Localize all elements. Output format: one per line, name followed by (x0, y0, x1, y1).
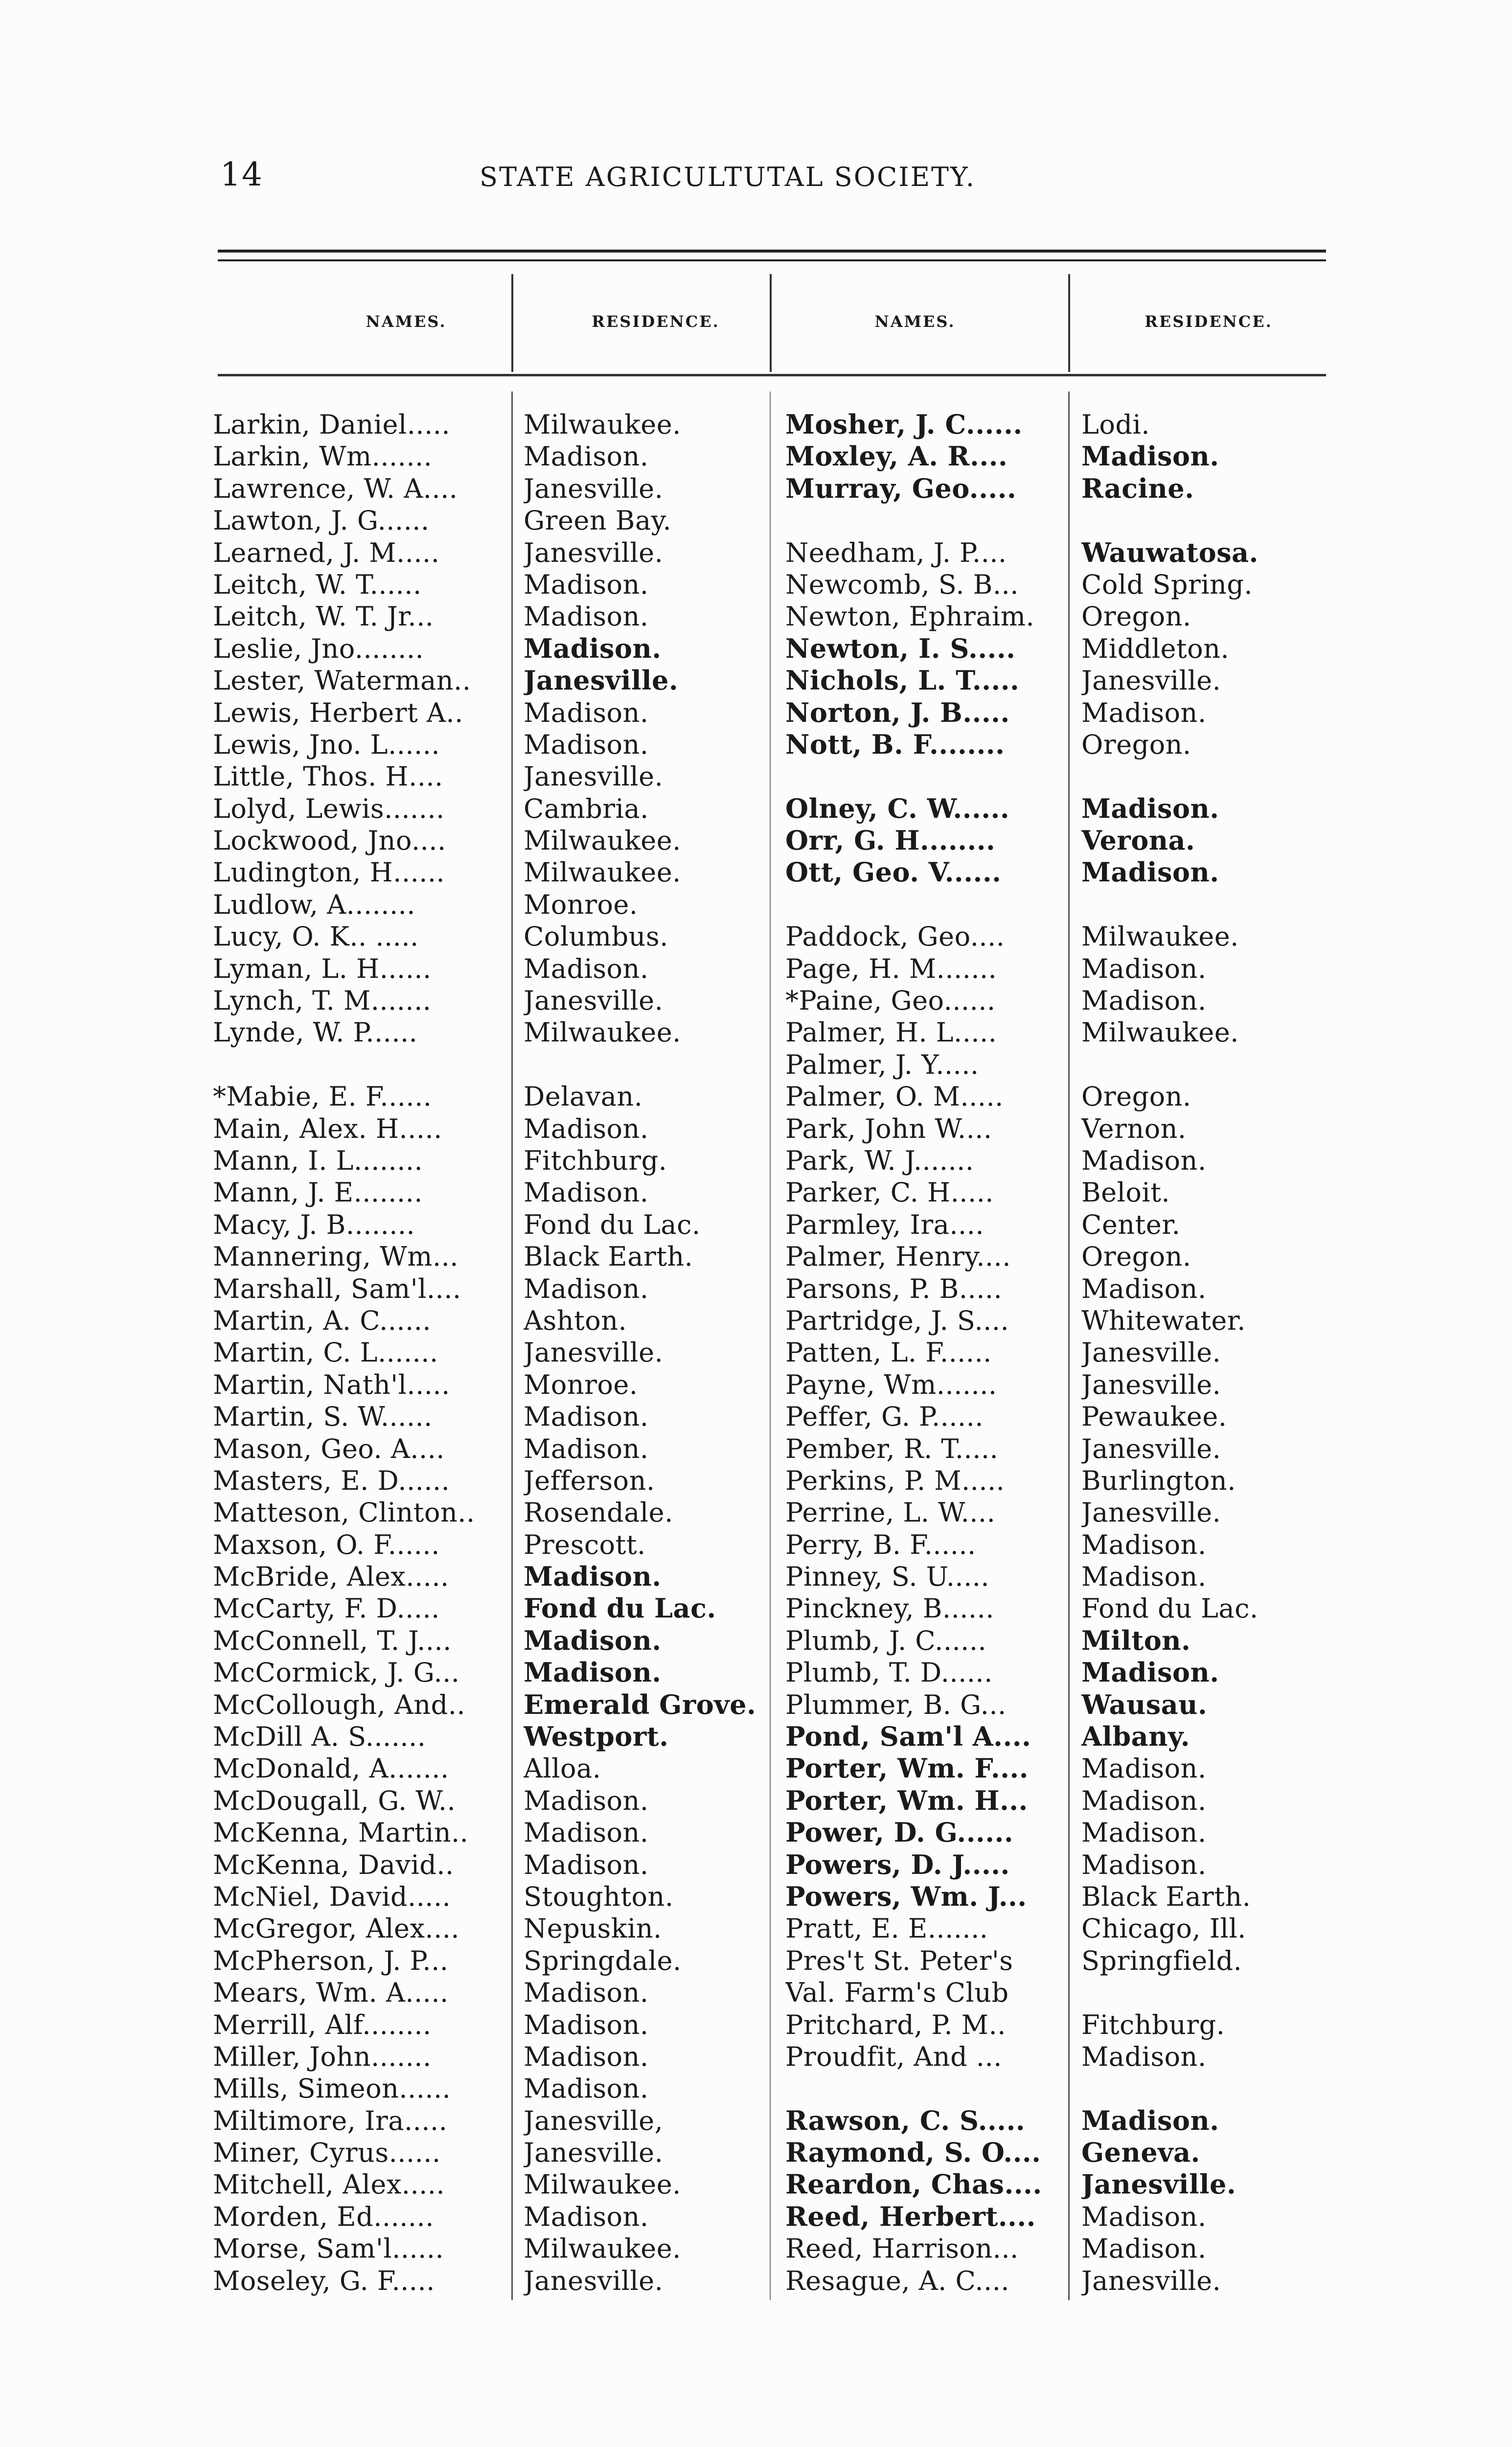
table-cell-name: McConnell, T. J.... (213, 1625, 452, 1656)
table-cell-residence: Janesville. (524, 665, 679, 696)
table-cell-residence: Janesville. (524, 2265, 664, 2296)
table-cell-name: Little, Thos. H.... (213, 761, 443, 792)
column-divider (511, 274, 513, 372)
table-cell-name: Lawrence, W. A.... (213, 473, 458, 504)
residence-column-right (1081, 409, 1336, 2297)
table-cell-residence: Madison. (524, 1113, 649, 1144)
table-cell-name: Parker, C. H..... (785, 1177, 994, 1208)
table-cell-name: McGregor, Alex.... (213, 1913, 460, 1944)
table-cell-name: McKenna, David.. (213, 1849, 454, 1880)
table-cell-residence: Madison. (524, 697, 649, 728)
table-cell-residence: Burlington. (1081, 1465, 1236, 1496)
table-cell-residence: Fitchburg. (524, 1145, 667, 1176)
names-column-right (785, 409, 1067, 2297)
table-cell-residence: Madison. (524, 2041, 649, 2072)
table-cell-residence: Madison. (524, 1624, 662, 1656)
table-cell-residence: Madison. (524, 1273, 649, 1304)
table-cell-name: Val. Farm's Club (785, 1977, 1009, 2008)
table-cell-name: Perkins, P. M..... (785, 1465, 1005, 1496)
table-cell-name: Macy, J. B........ (213, 1209, 415, 1240)
table-cell-name: McKenna, Martin.. (213, 1817, 469, 1848)
table-cell-residence: Madison. (524, 1977, 649, 2008)
table-cell-name: Powers, D. J..... (785, 1848, 1010, 1880)
table-cell-residence: Madison. (524, 2201, 649, 2232)
table-cell-name: Partridge, J. S.... (785, 1305, 1009, 1336)
table-cell-name: Pritchard, P. M.. (785, 2009, 1006, 2040)
table-cell-name: Morse, Sam'l...... (213, 2233, 444, 2264)
table-cell-name: Ludington, H...... (213, 857, 445, 888)
table-cell-residence: Fond du Lac. (1081, 1593, 1259, 1624)
table-cell-name: Masters, E. D...... (213, 1465, 450, 1496)
table-cell-residence: Madison. (1081, 1529, 1207, 1560)
table-cell-name: Pember, R. T..... (785, 1433, 999, 1464)
table-cell-name: McCollough, And.. (213, 1689, 466, 1720)
table-cell-residence: Madison. (524, 729, 649, 760)
header-rule-bottom (218, 259, 1326, 261)
table-cell-name: Norton, J. B..... (785, 696, 1010, 728)
names-column-left (213, 409, 506, 2297)
table-cell-residence: Wauwatosa. (1081, 536, 1259, 568)
column-header-names-right: NAMES. (874, 312, 956, 331)
table-cell-residence: Madison. (1081, 985, 1207, 1016)
table-cell-residence: Madison. (1081, 1753, 1207, 1784)
table-cell-residence: Fond du Lac. (524, 1209, 701, 1240)
column-header-rule (218, 374, 1326, 376)
table-cell-name: Perrine, L. W.... (785, 1497, 996, 1528)
table-cell-residence: Milwaukee. (524, 1017, 681, 1048)
table-cell-residence: Milwaukee. (524, 2233, 681, 2264)
table-cell-name: McPherson, J. P... (213, 1945, 449, 1976)
table-cell-residence: Madison. (1081, 2041, 1207, 2072)
table-cell-residence: Geneva. (1081, 2137, 1200, 2169)
table-cell-name: Moxley, A. R.... (785, 440, 1008, 472)
table-cell-residence: Milwaukee. (524, 857, 681, 888)
table-cell-residence: Madison. (1081, 1657, 1219, 1688)
table-cell-name: Miner, Cyrus...... (213, 2137, 441, 2169)
table-cell-residence: Chicago, Ill. (1081, 1913, 1246, 1944)
table-cell-residence: Madison. (1081, 1561, 1207, 1593)
column-header-residence-right: RESIDENCE. (1145, 312, 1273, 331)
table-cell-name: Nott, B. F........ (785, 728, 1005, 760)
table-cell-name: Leslie, Jno........ (213, 633, 424, 664)
table-cell-name: Proudfit, And ... (785, 2041, 1002, 2072)
table-cell-name: Nichols, L. T..... (785, 665, 1020, 696)
table-cell-name (785, 889, 1067, 921)
table-cell-name: Payne, Wm....... (785, 1369, 997, 1400)
table-cell-name: Rawson, C. S..... (785, 2104, 1026, 2136)
table-cell-residence (1081, 1977, 1336, 2008)
table-cell-residence: Nepuskin. (524, 1913, 662, 1944)
table-cell-name: Lyman, L. H...... (213, 953, 432, 984)
table-cell-residence: Janesville. (524, 2137, 664, 2169)
table-cell-residence: Lodi. (1081, 409, 1150, 440)
table-cell-name: Ott, Geo. V...... (785, 856, 1002, 888)
table-cell-residence: Cambria. (524, 793, 649, 824)
table-cell-residence: Madison. (524, 1433, 649, 1464)
table-cell-name: Martin, C. L....... (213, 1337, 438, 1368)
table-cell-residence (1081, 889, 1336, 921)
table-cell-name: *Mabie, E. F...... (213, 1081, 432, 1112)
table-cell-residence: Milwaukee. (1081, 1017, 1239, 1048)
table-cell-residence: Madison. (1081, 1145, 1207, 1176)
table-cell-residence: Janesville. (524, 473, 664, 504)
table-cell-name: Mason, Geo. A.... (213, 1433, 445, 1464)
table-cell-name: McNiel, David..... (213, 1881, 451, 1912)
table-cell-name: Mannering, Wm... (213, 1241, 458, 1272)
table-cell-residence: Janesville. (1081, 1337, 1221, 1368)
table-cell-residence: Middleton. (1081, 633, 1230, 664)
table-cell-name: Mosher, J. C...... (785, 409, 1023, 440)
table-cell-residence: Janesville. (1081, 2265, 1221, 2296)
table-cell-residence (524, 1049, 768, 1081)
table-cell-residence: Janesville. (524, 985, 664, 1016)
table-cell-name: Plumb, T. D...... (785, 1657, 993, 1688)
table-cell-residence: Madison. (1081, 1817, 1207, 1848)
table-cell-name: Plummer, B. G... (785, 1689, 1007, 1720)
table-cell-residence: Monroe. (524, 1369, 638, 1400)
table-cell-residence: Black Earth. (524, 1241, 693, 1272)
header-rule-top (218, 250, 1326, 253)
table-cell-name: Power, D. G...... (785, 1817, 1014, 1848)
table-cell-residence: Madison. (1081, 1273, 1207, 1304)
table-cell-name: McCormick, J. G... (213, 1657, 460, 1688)
table-cell-name: Pratt, E. E....... (785, 1913, 988, 1944)
table-cell-name: Porter, Wm. F.... (785, 1753, 1029, 1784)
table-cell-name: McDill A. S....... (213, 1721, 426, 1753)
table-cell-residence: Milwaukee. (524, 409, 681, 440)
column-divider (770, 392, 771, 2300)
table-cell-name (785, 505, 1067, 536)
table-cell-name: Learned, J. M..... (213, 537, 440, 568)
table-cell-name: McDonald, A....... (213, 1753, 449, 1784)
table-cell-name: Morden, Ed....... (213, 2201, 434, 2232)
table-cell-residence: Rosendale. (524, 1497, 673, 1528)
table-cell-name: Perry, B. F...... (785, 1529, 976, 1560)
table-cell-name: McCarty, F. D..... (213, 1593, 440, 1624)
table-cell-residence: Milwaukee. (1081, 921, 1239, 952)
table-cell-residence: Racine. (1081, 472, 1194, 504)
table-cell-name: Lewis, Jno. L...... (213, 729, 440, 760)
table-cell-name: Newton, Ephraim. (785, 601, 1035, 632)
table-cell-name: Page, H. M....... (785, 953, 997, 984)
table-cell-residence: Emerald Grove. (524, 1688, 756, 1720)
table-cell-name: Mears, Wm. A..... (213, 1977, 449, 2008)
table-cell-name: Pinckney, B...... (785, 1593, 994, 1624)
table-cell-name: Martin, A. C...... (213, 1305, 432, 1336)
table-cell-name: Merrill, Alf........ (213, 2009, 432, 2040)
table-cell-residence: Janesville. (524, 1337, 664, 1368)
table-cell-residence (1081, 2073, 1336, 2104)
table-cell-name: Leitch, W. T. Jr... (213, 601, 434, 632)
table-cell-name: Matteson, Clinton.. (213, 1497, 475, 1528)
table-cell-residence: Milton. (1081, 1624, 1191, 1656)
table-cell-residence (1081, 505, 1336, 536)
table-cell-residence: Madison. (524, 953, 649, 984)
table-cell-residence: Verona. (1081, 825, 1195, 856)
table-cell-name: Mitchell, Alex..... (213, 2169, 445, 2200)
running-head: STATE AGRICULTUTAL SOCIETY. (480, 162, 976, 192)
table-cell-name: Main, Alex. H..... (213, 1113, 442, 1144)
table-cell-name: Lynch, T. M....... (213, 985, 432, 1016)
table-cell-name: Raymond, S. O.... (785, 2137, 1041, 2169)
table-cell-residence: Madison. (1081, 2201, 1207, 2232)
column-header-residence-left: RESIDENCE. (592, 312, 720, 331)
table-cell-name: Park, W. J....... (785, 1145, 974, 1176)
table-cell-name: McDougall, G. W.. (213, 1785, 456, 1816)
table-cell-residence: Prescott. (524, 1529, 646, 1560)
table-cell-name: Martin, Nath'l..... (213, 1369, 450, 1400)
table-cell-residence: Madison. (524, 1817, 649, 1848)
table-cell-name: *Paine, Geo...... (785, 985, 996, 1016)
table-cell-name: Palmer, O. M..... (785, 1081, 1004, 1112)
table-cell-residence: Fitchburg. (1081, 2009, 1225, 2040)
table-cell-name: Newcomb, S. B... (785, 569, 1019, 600)
table-cell-name: Lucy, O. K.. ..... (213, 921, 419, 952)
table-cell-name: Parsons, P. B..... (785, 1273, 1003, 1304)
table-cell-residence: Janesville, (524, 2105, 664, 2136)
table-cell-residence: Janesville. (1081, 1433, 1221, 1464)
table-cell-name: Patten, L. F...... (785, 1337, 992, 1368)
table-cell-name: Parmley, Ira.... (785, 1209, 985, 1240)
table-cell-residence: Columbus. (524, 921, 668, 952)
column-header-names-left: NAMES. (366, 312, 447, 331)
table-cell-residence: Madison. (524, 1657, 662, 1688)
table-cell-residence: Madison. (524, 601, 649, 632)
table-cell-name: Paddock, Geo.... (785, 921, 1005, 952)
table-cell-name: Miller, John....... (213, 2041, 432, 2072)
table-cell-name: Lockwood, Jno.... (213, 825, 446, 856)
table-cell-name: Lester, Waterman.. (213, 665, 471, 696)
table-cell-residence: Madison. (524, 1849, 649, 1880)
column-divider (511, 392, 513, 2300)
table-cell-name: Porter, Wm. H... (785, 1784, 1028, 1816)
table-cell-name: Mann, J. E........ (213, 1177, 423, 1208)
table-cell-residence: Albany. (1081, 1721, 1190, 1753)
table-cell-name: Larkin, Wm....... (213, 441, 433, 472)
table-cell-residence: Madison. (1081, 792, 1219, 824)
table-cell-name: Palmer, Henry.... (785, 1241, 1011, 1272)
table-cell-name: Reed, Herbert.... (785, 2200, 1036, 2232)
table-cell-residence: Janesville. (1081, 1369, 1221, 1400)
table-cell-residence: Madison. (1081, 1849, 1207, 1880)
table-cell-name (213, 1049, 506, 1081)
table-cell-residence: Springfield. (1081, 1945, 1242, 1976)
column-divider (1068, 392, 1070, 2300)
table-cell-residence: Madison. (1081, 697, 1207, 728)
table-cell-name: Reed, Harrison... (785, 2233, 1019, 2264)
table-cell-residence: Westport. (524, 1721, 669, 1753)
table-cell-residence: Black Earth. (1081, 1881, 1251, 1912)
table-cell-residence: Oregon. (1081, 729, 1191, 760)
table-cell-name: Powers, Wm. J... (785, 1880, 1027, 1912)
table-cell-residence: Whitewater. (1081, 1305, 1246, 1336)
table-cell-residence (1081, 1049, 1336, 1081)
table-cell-residence: Madison. (1081, 2104, 1219, 2136)
table-cell-residence: Madison. (1081, 1785, 1207, 1816)
table-cell-name: Orr, G. H........ (785, 825, 996, 856)
table-cell-residence: Jefferson. (524, 1465, 655, 1496)
table-cell-residence: Milwaukee. (524, 825, 681, 856)
table-cell-residence: Janesville. (1081, 1497, 1221, 1528)
table-cell-residence: Madison. (524, 2073, 649, 2104)
table-cell-name: Lynde, W. P...... (213, 1017, 418, 1048)
table-cell-residence: Madison. (524, 569, 649, 600)
table-cell-residence: Beloit. (1081, 1177, 1170, 1208)
page-number: 14 (220, 156, 263, 193)
table-cell-name: Ludlow, A........ (213, 889, 415, 920)
table-cell-name (785, 761, 1067, 792)
table-cell-residence: Madison. (524, 632, 662, 664)
table-cell-name: Marshall, Sam'l.... (213, 1273, 461, 1304)
table-cell-name: Martin, S. W...... (213, 1401, 433, 1432)
table-cell-name: Resague, A. C.... (785, 2265, 1010, 2296)
table-cell-residence: Pewaukee. (1081, 1401, 1227, 1432)
table-cell-residence: Springdale. (524, 1945, 682, 1976)
table-cell-residence: Green Bay. (524, 505, 672, 536)
table-cell-name: Lewis, Herbert A.. (213, 697, 463, 728)
table-cell-name: Leitch, W. T...... (213, 569, 422, 600)
table-cell-name: Plumb, J. C...... (785, 1625, 987, 1656)
table-cell-residence: Fond du Lac. (524, 1593, 716, 1624)
table-cell-residence: Delavan. (524, 1081, 643, 1112)
table-cell-residence: Monroe. (524, 889, 638, 920)
table-cell-name: Pinney, S. U..... (785, 1561, 990, 1593)
table-cell-name: Pres't St. Peter's (785, 1945, 1013, 1976)
column-divider (770, 274, 772, 372)
table-cell-residence: Janesville. (524, 761, 664, 792)
table-cell-residence: Oregon. (1081, 1081, 1191, 1112)
table-cell-residence: Madison. (524, 2009, 649, 2040)
table-cell-residence: Cold Spring. (1081, 569, 1253, 600)
table-cell-residence: Madison. (524, 441, 649, 472)
table-cell-residence: Vernon. (1081, 1113, 1187, 1144)
table-cell-residence: Madison. (1081, 2233, 1207, 2264)
table-cell-residence: Alloa. (524, 1753, 601, 1784)
table-cell-residence: Milwaukee. (524, 2169, 681, 2200)
table-cell-name: Needham, J. P.... (785, 537, 1007, 568)
table-cell-residence: Janesville. (1081, 665, 1221, 696)
table-cell-residence: Oregon. (1081, 1241, 1191, 1272)
table-cell-name: McBride, Alex..... (213, 1561, 449, 1593)
table-cell-name: Palmer, H. L..... (785, 1017, 997, 1048)
table-cell-name: Moseley, G. F..... (213, 2265, 435, 2296)
table-cell-residence: Center. (1081, 1209, 1181, 1240)
residence-column-left (524, 409, 768, 2297)
table-cell-name: Lawton, J. G...... (213, 505, 430, 536)
table-cell-residence: Oregon. (1081, 601, 1191, 632)
table-cell-residence: Janesville. (524, 537, 664, 568)
table-cell-name: Mann, I. L........ (213, 1145, 423, 1176)
table-cell-name: Murray, Geo..... (785, 472, 1017, 504)
table-cell-name: Larkin, Daniel..... (213, 409, 451, 440)
table-cell-residence: Madison. (524, 1401, 649, 1432)
table-cell-residence: Madison. (524, 1561, 662, 1593)
table-cell-name: Miltimore, Ira..... (213, 2105, 448, 2136)
table-cell-name: Peffer, G. P...... (785, 1401, 984, 1432)
table-cell-name: Olney, C. W...... (785, 792, 1010, 824)
table-cell-name: Palmer, J. Y..... (785, 1049, 979, 1080)
table-cell-name: Maxson, O. F...... (213, 1529, 440, 1560)
table-cell-residence: Madison. (524, 1785, 649, 1816)
table-cell-name: Lolyd, Lewis....... (213, 793, 445, 824)
table-cell-name: Pond, Sam'l A.... (785, 1721, 1031, 1753)
table-cell-residence: Janesville. (1081, 2169, 1237, 2200)
table-cell-residence: Wausau. (1081, 1688, 1208, 1720)
table-cell-residence: Stoughton. (524, 1881, 674, 1912)
table-cell-name: Reardon, Chas.... (785, 2169, 1042, 2200)
table-cell-name: Newton, I. S..... (785, 632, 1016, 664)
table-cell-residence: Madison. (1081, 440, 1219, 472)
table-cell-residence: Madison. (524, 1177, 649, 1208)
table-cell-residence: Madison. (1081, 953, 1207, 984)
table-cell-residence: Madison. (1081, 856, 1219, 888)
column-divider (1068, 274, 1070, 372)
table-cell-name: Mills, Simeon...... (213, 2073, 451, 2104)
table-cell-residence: Ashton. (524, 1305, 627, 1336)
table-cell-name: Park, John W.... (785, 1113, 992, 1144)
table-cell-name (785, 2073, 1067, 2104)
table-cell-residence (1081, 761, 1336, 792)
